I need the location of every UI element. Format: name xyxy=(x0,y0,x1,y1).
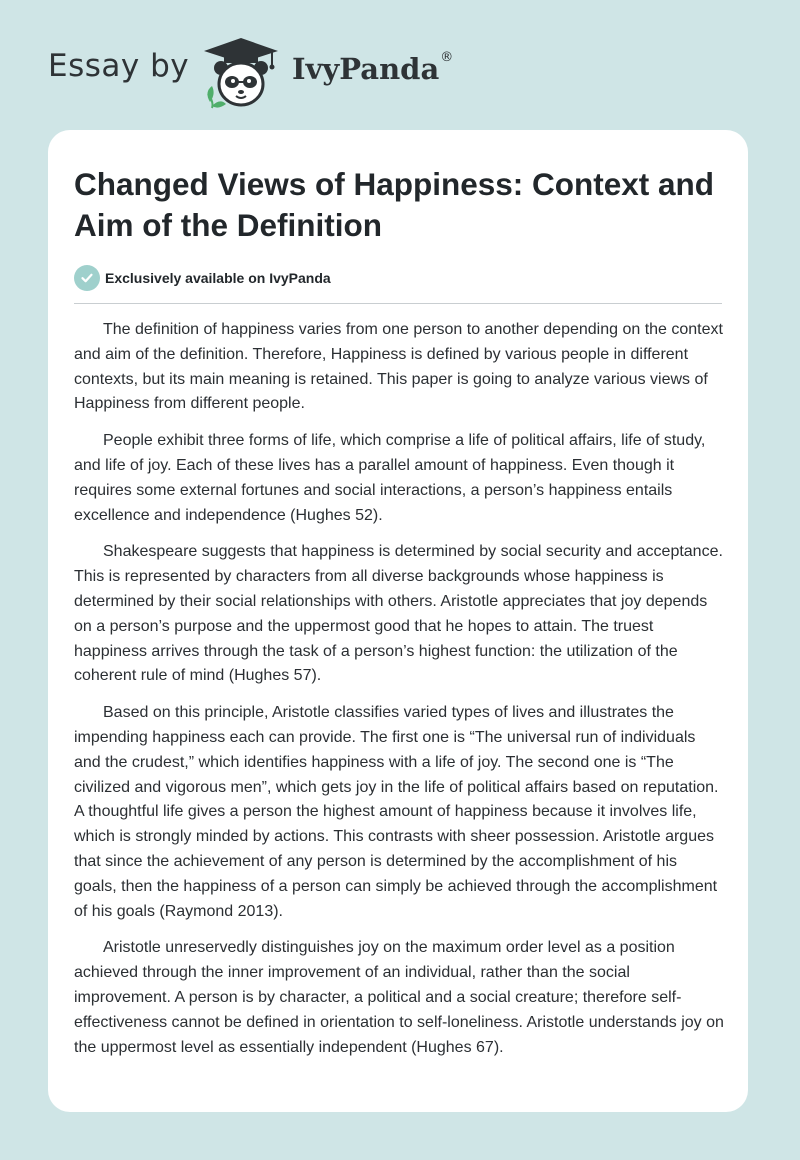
essay-title: Changed Views of Happiness: Context and Aim of the Definition xyxy=(74,166,715,243)
essay-body xyxy=(74,318,724,1072)
paragraph: People exhibit three forms of life, which comprise a life of political affairs, life of study, and life of joy. Each of these lives has a parallel amount of happiness. Even though it requires some external fortunes and social interactions, a person’s happiness entails excellence and independence (Hughes 52). xyxy=(74,432,706,524)
essay-card xyxy=(48,130,748,1112)
exclusive-badge xyxy=(74,265,331,291)
paragraph: Based on this principle, Aristotle classifies varied types of lives and illustrates the impending happiness each can provide. The first one is “The universal run of individuals and the crudest,” which identifies happiness with a life of joy. The second one is “The civilized and vigorous men”, which gets joy in the life of political affairs based on reputation. A thoughtful life gives a person the highest amount of happiness because it involves life, which is strongly minded by actions. This contrasts with sheer possession. Aristotle argues that since the achievement of any person is determined by the accomplishment of his goals, then the happiness of a person can simply be achieved through the accomplishment of his goals (Raymond 2013). xyxy=(74,704,719,920)
registered-mark: ® xyxy=(440,50,454,65)
brand-name xyxy=(292,52,453,86)
brand-name-text: IvyPanda xyxy=(292,52,440,86)
exclusive-badge-label: Exclusively available on IvyPanda xyxy=(105,270,331,286)
divider xyxy=(74,303,722,304)
check-circle-icon xyxy=(74,265,100,291)
panda-graduate-logo-icon xyxy=(200,36,282,110)
essay-by-label: Essay by xyxy=(48,48,190,84)
paragraph: The definition of happiness varies from one person to another depending on the context and aim of the definition. Therefore, Happiness is defined by various people in different contexts, but its main meaning is retained. This paper is going to analyze various views of Happiness from different people. xyxy=(74,321,723,413)
paragraph: Aristotle unreservedly distinguishes joy on the maximum order level as a position achieved through the inner improvement of an individual, rather than the social improvement. A person is by character, a political and a social creature; therefore self-effectiveness cannot be defined in orientation to self-loneliness. Aristotle understands joy on the uppermost level as essentially independent (Hughes 67). xyxy=(74,939,724,1056)
site-header xyxy=(0,0,800,130)
paragraph: Shakespeare suggests that happiness is determined by social security and acceptance. This is represented by characters from all diverse backgrounds whose happiness is determined by their social relationships with others. Aristotle appreciates that joy depends on a person’s purpose and the uppermost good that he hopes to attain. The truest happiness arrives through the task of a person’s highest function: the utilization of the coherent rule of mind (Hughes 57). xyxy=(74,543,723,685)
